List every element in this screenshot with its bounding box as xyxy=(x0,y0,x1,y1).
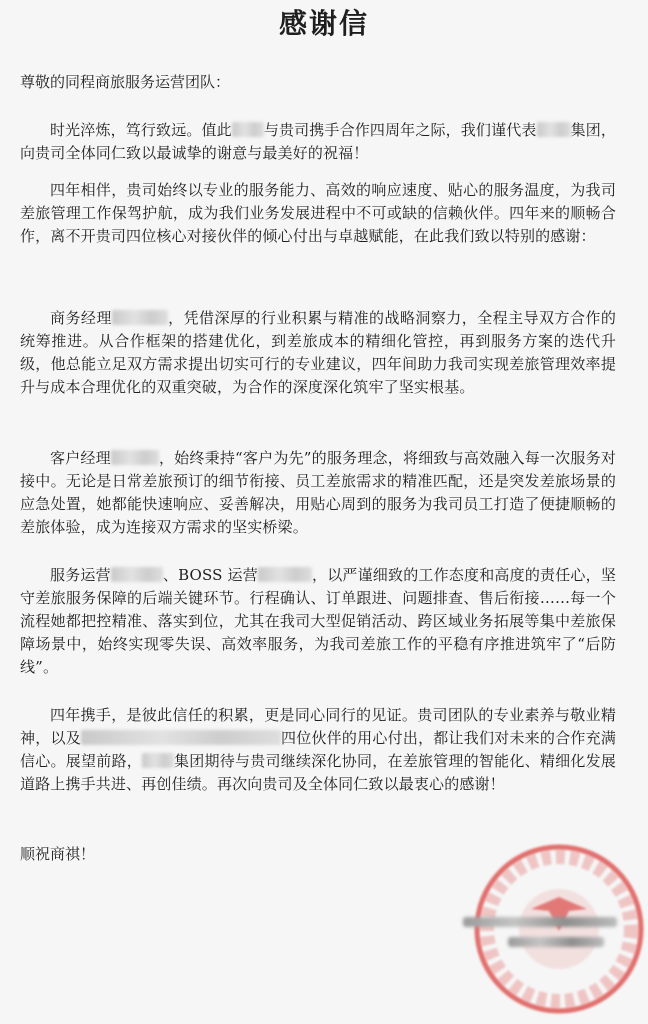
redacted-name xyxy=(142,753,174,768)
redacted-name xyxy=(111,450,159,465)
paragraph-body: 四位伙伴的用心付出，都让我们对未来的合作充满信心。展望前路， xyxy=(20,729,616,770)
paragraph-account-manager xyxy=(20,447,616,539)
paragraph-body: 集团期待与贵司继续深化协同，在差旅管理的智能化、精细化发展道路上携手共进、再创佳绩。再次向贵司及全体同仁致以最衷心的感谢！ xyxy=(20,752,617,793)
paragraph-service-operations xyxy=(20,564,616,679)
closing-line: 顺祝商祺！ xyxy=(20,845,96,863)
role-label: 商务经理 xyxy=(50,309,112,327)
paragraph-conclusion xyxy=(20,704,616,796)
role-label: 客户经理 xyxy=(50,449,111,467)
paragraph-intro-part: 与贵司携手合作四周年之际，我们谨代表 xyxy=(263,121,537,139)
paragraph-intro-part: 时光淬炼，笃行致远。值此 xyxy=(50,121,232,139)
redacted-name xyxy=(537,122,571,137)
redacted-name xyxy=(232,122,264,137)
paragraph-business-manager xyxy=(20,307,616,399)
paragraph-body: ，凭借深厚的行业积累与精准的战略洞察力，全程主导双方合作的统筹推进。从合作框架的搭建优化，到差旅成本的精细化管控，再到服务方案的迭代升级，他总能立足双方需求提出切实可行的专业建议，四年间助力我司实现差旅管理效率提升与成本合理优化的双重突破，为合作的深度深化筑牢了坚实根基。 xyxy=(20,309,616,396)
redacted-company-name xyxy=(463,917,617,927)
redacted-name xyxy=(112,310,168,325)
role-label: 服务运营 xyxy=(50,566,111,584)
paragraph-intro-part: 集团，向贵司全体同仁致以最诚挚的谢意与最美好的祝福！ xyxy=(20,121,617,162)
redacted-date xyxy=(508,937,604,947)
paragraph-intro xyxy=(20,119,616,165)
paragraph-body: ，以严谨细致的工作态度和高度的责任心，坚守差旅服务保障的后端关键环节。行程确认、订单跟进、问题排查、售后衔接……每一个流程她都把控精准、落实到位，尤其在我司大型促销活动、跨区域业务拓展等集中差旅保障场景中，始终实现零失误、高效率服务，为我司差旅工作的平稳有序推进筑牢了“后防线”。 xyxy=(20,566,616,676)
paragraph-body: ，始终秉持“客户为先”的服务理念，将细致与高效融入每一次服务对接中。无论是日常差旅预订的细节衔接、员工差旅需求的精准匹配，还是突发差旅场景的应急处置，她都能快速响应、妥善解决，用贴心周到的服务为我司员工打造了便捷顺畅的差旅体验，成为连接双方需求的坚实桥梁。 xyxy=(20,449,616,536)
salutation: 尊敬的同程商旅服务运营团队： xyxy=(20,73,231,91)
company-seal-stamp xyxy=(469,839,648,1019)
redacted-name xyxy=(111,567,163,582)
letter-title: 感谢信 xyxy=(278,7,369,40)
role-label: 、BOSS 运营 xyxy=(162,566,258,584)
paragraph-partnership: 四年相伴，贵司始终以专业的服务能力、高效的响应速度、贴心的服务温度，为我司差旅管理工作保驾护航，成为我们业务发展进程中不可或缺的信赖伙伴。四年来的顺畅合作，离不开贵司四位核心对接伙伴的倾心付出与卓越赋能，在此我们致以特别的感谢： xyxy=(20,181,616,245)
redacted-name xyxy=(258,567,312,582)
paragraph-body: 四年携手，是彼此信任的积累，更是同心同行的见证。贵司团队的专业素养与敬业精神，以及 xyxy=(20,706,616,747)
redacted-names xyxy=(81,730,281,745)
